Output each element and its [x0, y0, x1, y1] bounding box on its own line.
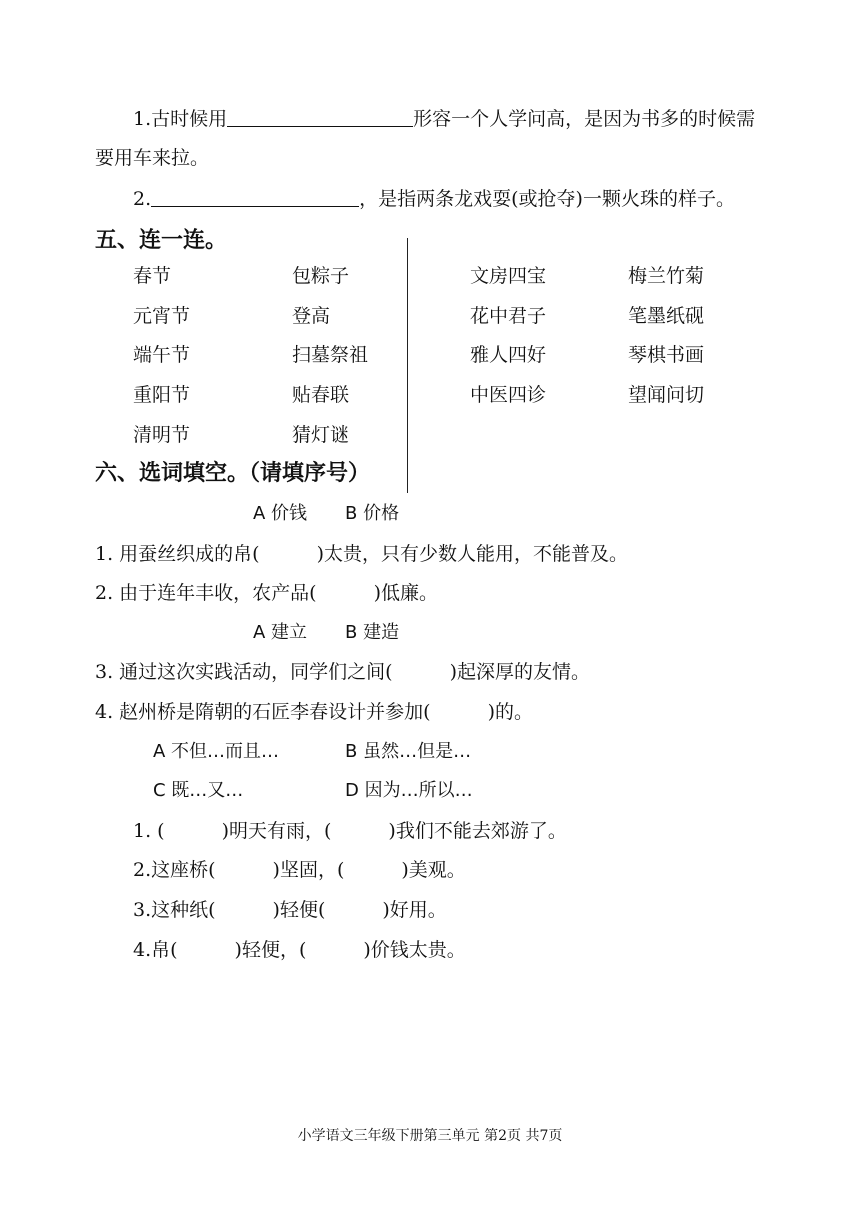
question: 3. 通过这次实践活动，同学们之间( )起深厚的友情。: [95, 661, 590, 683]
option-a: A 价钱: [253, 503, 308, 524]
meaning-item[interactable]: 望闻问切: [628, 384, 705, 406]
q4-item1-suffix: 形容一个人学问高，是因为书多的时候需: [413, 108, 756, 130]
custom-item[interactable]: 登高: [292, 305, 331, 327]
custom-item[interactable]: 贴春联: [292, 384, 350, 406]
q4-item2-suffix: ，是指两条龙戏耍(或抢夺)一颗火珠的样子。: [359, 188, 735, 210]
option-b: B 虽然…但是…: [345, 741, 472, 762]
option-a: A 建立: [253, 622, 308, 643]
question: 4. 赵州桥是隋朝的石匠李春设计并参加( )的。: [95, 701, 533, 723]
q4-item1-line2: 要用车来拉。: [95, 147, 210, 169]
option-b: B 价格: [345, 503, 400, 524]
term-item[interactable]: 文房四宝: [470, 265, 547, 287]
meaning-item[interactable]: 琴棋书画: [628, 344, 705, 366]
festival-item[interactable]: 重阳节: [133, 384, 191, 406]
section5-title: 五、连一连。: [95, 228, 228, 253]
term-item[interactable]: 花中君子: [470, 305, 547, 327]
option-a: A 不但…而且…: [153, 741, 280, 762]
q4-item1-prefix: 1.古时候用: [133, 108, 228, 130]
option-b: B 建造: [345, 622, 400, 643]
term-item[interactable]: 雅人四好: [470, 344, 547, 366]
q4-item2-blank[interactable]: [151, 186, 359, 207]
custom-item[interactable]: 包粽子: [292, 265, 350, 287]
meaning-item[interactable]: 梅兰竹菊: [628, 265, 705, 287]
q4-item1-blank[interactable]: [227, 106, 413, 127]
question: 1. 用蚕丝织成的帛( )太贵，只有少数人能用，不能普及。: [95, 543, 628, 565]
term-item[interactable]: 中医四诊: [470, 384, 547, 406]
question: 1. ( )明天有雨，( )我们不能去郊游了。: [133, 820, 567, 842]
column-divider: [407, 238, 408, 493]
option-d: D 因为…所以…: [345, 780, 473, 801]
festival-item[interactable]: 元宵节: [133, 305, 191, 327]
option-c: C 既…又…: [153, 780, 244, 801]
festival-item[interactable]: 端午节: [133, 344, 191, 366]
page-footer: 小学语文三年级下册第三单元 第2页 共7页: [297, 1128, 563, 1144]
q4-item2-prefix: 2.: [133, 188, 152, 210]
question: 4.帛( )轻便，( )价钱太贵。: [133, 939, 466, 961]
festival-item[interactable]: 春节: [133, 265, 172, 287]
question: 2. 由于连年丰收，农产品( )低廉。: [95, 582, 438, 604]
question: 2.这座桥( )坚固，( )美观。: [133, 859, 466, 881]
custom-item[interactable]: 扫墓祭祖: [292, 344, 369, 366]
question: 3.这种纸( )轻便( )好用。: [133, 899, 447, 921]
festival-item[interactable]: 清明节: [133, 424, 191, 446]
meaning-item[interactable]: 笔墨纸砚: [628, 305, 705, 327]
q4-item1: [133, 106, 755, 131]
custom-item[interactable]: 猜灯谜: [292, 424, 350, 446]
section6-title: 六、选词填空。（请填序号）: [95, 461, 371, 486]
q4-item2: [133, 186, 735, 211]
